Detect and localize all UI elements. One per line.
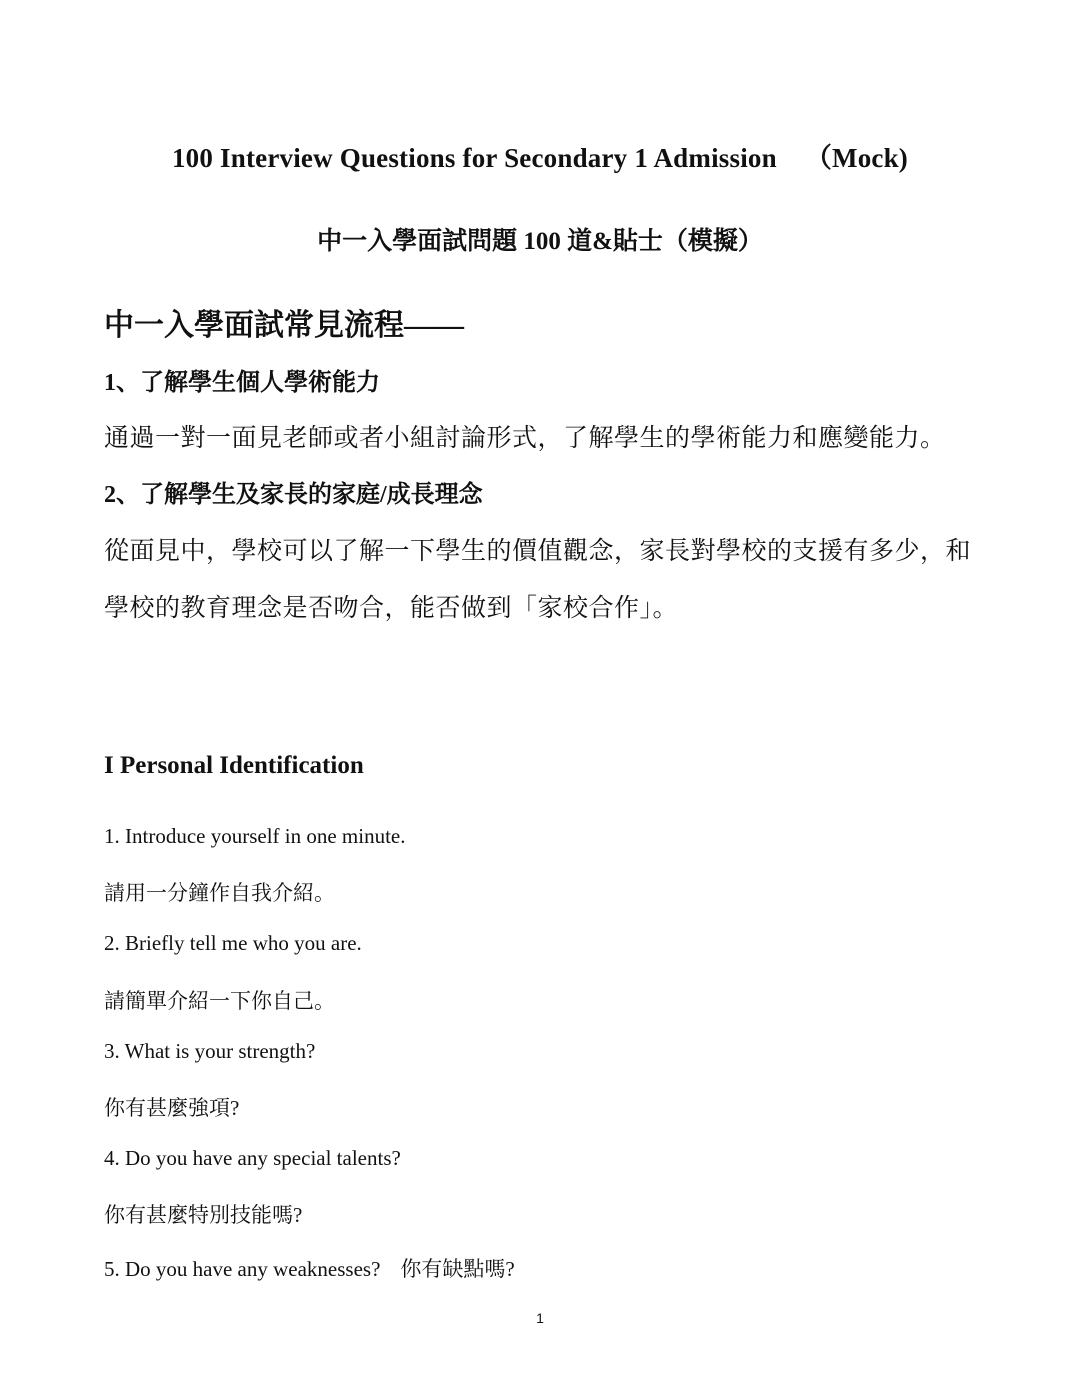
question-2-chinese: 請簡單介紹一下你自己。 — [104, 989, 335, 1013]
step-2-body-line-2: 學校的教育理念是否吻合，能否做到「家校合作」。 — [104, 595, 679, 622]
question-5-chinese: 你有缺點嗎? — [400, 1257, 515, 1281]
question-2-english: 2. Briefly tell me who you are. — [104, 931, 362, 955]
document-title-english — [0, 136, 1080, 175]
document-title-chinese: 中一入學面試問題 100 道&貼士（模擬） — [317, 228, 763, 255]
question-4-english: 4. Do you have any special talents? — [104, 1146, 401, 1170]
page-number: 1 — [536, 1310, 544, 1326]
step-1-heading: 1、了解學生個人學術能力 — [104, 370, 380, 396]
question-5-english: 5. Do you have any weaknesses? — [104, 1257, 381, 1281]
question-1-chinese: 請用一分鐘作自我介紹。 — [104, 881, 335, 905]
step-2-heading: 2、了解學生及家長的家庭/成長理念 — [104, 482, 483, 508]
step-2-body-line-1: 從面見中，學校可以了解一下學生的價值觀念，家長對學校的支援有多少，和 — [104, 538, 972, 565]
question-5-line — [104, 1253, 515, 1283]
question-3-chinese: 你有甚麼強項? — [104, 1096, 240, 1120]
part-heading-personal-identification: I Personal Identification — [104, 752, 364, 779]
question-1-english: 1. Introduce yourself in one minute. — [104, 824, 406, 848]
step-1-body: 通過一對一面見老師或者小組討論形式，了解學生的學術能力和應變能力。 — [104, 425, 946, 452]
title-english-suffix: （Mock) — [804, 143, 909, 173]
section-heading-process: 中一入學面試常見流程—— — [104, 309, 464, 342]
question-3-english: 3. What is your strength? — [104, 1039, 316, 1063]
title-english-main: 100 Interview Questions for Secondary 1 Admission — [171, 143, 777, 173]
question-4-chinese: 你有甚麼特別技能嗎? — [104, 1203, 303, 1227]
